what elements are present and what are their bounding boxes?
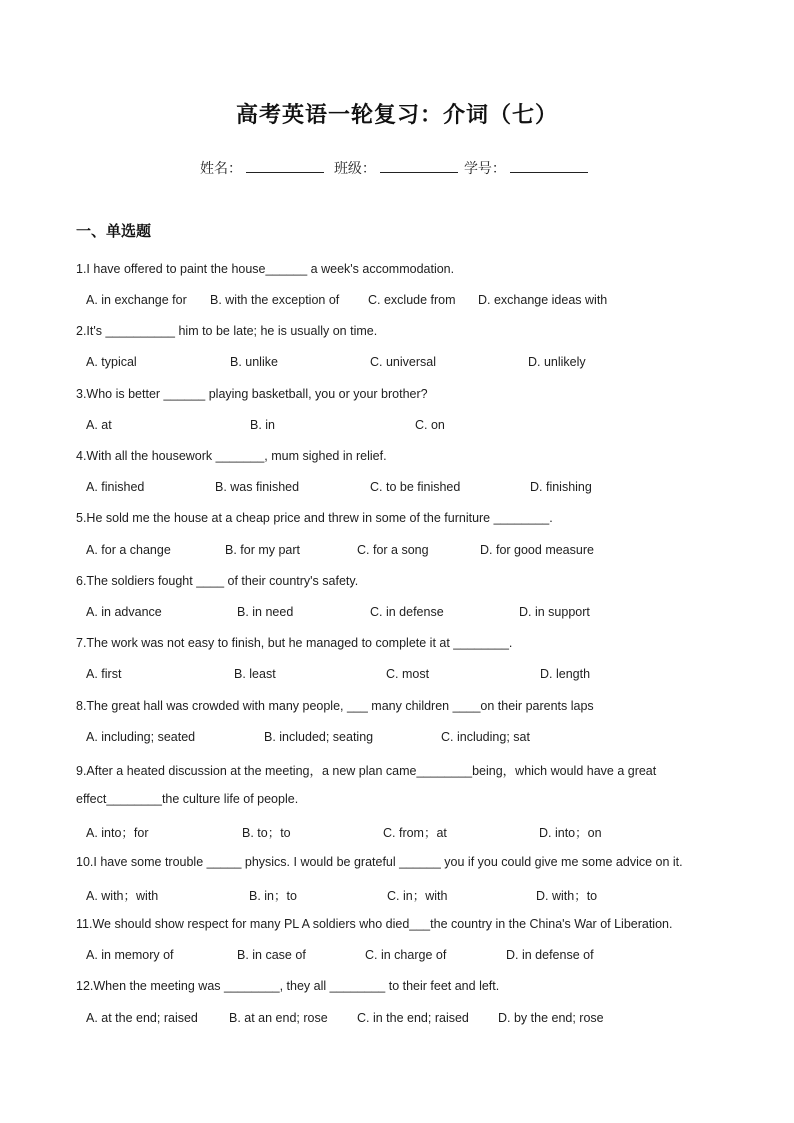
option-b: B. least bbox=[234, 667, 276, 681]
option-d: D. length bbox=[540, 667, 591, 681]
option-a: A. at bbox=[86, 418, 112, 432]
question-options bbox=[86, 605, 726, 621]
option-d: D. into；on bbox=[539, 826, 602, 840]
option-c: C. most bbox=[386, 667, 430, 681]
question-stem: 2.It's __________ him to be late; he is usually on time. bbox=[76, 324, 378, 338]
option-a: A. for a change bbox=[86, 543, 171, 557]
class-blank bbox=[380, 160, 458, 173]
name-blank bbox=[246, 160, 324, 173]
option-a: A. at the end; raised bbox=[86, 1011, 198, 1025]
page-title: 高考英语一轮复习：介词（七） bbox=[235, 102, 558, 128]
option-c: C. in defense bbox=[370, 605, 444, 619]
option-b: B. unlike bbox=[230, 355, 278, 369]
option-c: C. in；with bbox=[387, 889, 448, 903]
option-a: A. typical bbox=[86, 355, 137, 369]
option-d: D. in defense of bbox=[506, 948, 594, 962]
id-blank bbox=[510, 160, 588, 173]
class-label: 班级： bbox=[333, 160, 376, 176]
option-b: B. in need bbox=[237, 605, 294, 619]
option-a: A. in memory of bbox=[86, 948, 174, 962]
student-info-line bbox=[0, 158, 794, 178]
option-c: C. including; sat bbox=[441, 730, 530, 744]
option-d: D. by the end; rose bbox=[498, 1011, 604, 1025]
question-stem-continued: effect________the culture life of people. bbox=[76, 792, 299, 806]
option-d: D. finishing bbox=[530, 480, 592, 494]
option-b: B. for my part bbox=[225, 543, 301, 557]
option-c: C. to be finished bbox=[370, 480, 461, 494]
question-options bbox=[86, 823, 726, 839]
question-options bbox=[86, 418, 726, 434]
question-stem: 9.After a heated discussion at the meeting，a new plan came________being，which would have a great bbox=[76, 764, 657, 778]
question-options bbox=[86, 667, 726, 683]
option-c: C. for a song bbox=[357, 543, 429, 557]
question-stem: 3.Who is better ______ playing basketball, you or your brother? bbox=[76, 387, 428, 401]
question-stem: 10.I have some trouble _____ physics. I would be grateful ______ you if you could give me some advice on it. bbox=[76, 855, 683, 869]
option-a: A. finished bbox=[86, 480, 145, 494]
option-c: C. in the end; raised bbox=[357, 1011, 469, 1025]
question-options bbox=[86, 948, 726, 964]
option-b: B. with the exception of bbox=[210, 293, 340, 307]
id-label: 学号： bbox=[463, 160, 506, 176]
option-c: C. in charge of bbox=[365, 948, 447, 962]
question-options bbox=[86, 543, 726, 559]
question-stem: 5.He sold me the house at a cheap price and threw in some of the furniture ________. bbox=[76, 511, 553, 525]
question-stem: 11.We should show respect for many PL A soldiers who died___the country in the China's War of Liberation. bbox=[76, 917, 673, 931]
question-stem: 4.With all the housework _______, mum sighed in relief. bbox=[76, 449, 387, 463]
option-d: D. exchange ideas with bbox=[478, 293, 608, 307]
option-b: B. included; seating bbox=[264, 730, 374, 744]
option-c: C. from；at bbox=[383, 826, 447, 840]
section-heading: 一、单选题 bbox=[76, 223, 152, 240]
option-a: A. with；with bbox=[86, 889, 159, 903]
option-d: D. with；to bbox=[536, 889, 598, 903]
option-b: B. was finished bbox=[215, 480, 300, 494]
option-a: A. first bbox=[86, 667, 122, 681]
question-options bbox=[86, 293, 726, 309]
option-a: A. in advance bbox=[86, 605, 162, 619]
name-label: 姓名： bbox=[200, 160, 243, 176]
option-b: B. at an end; rose bbox=[229, 1011, 328, 1025]
option-c: C. on bbox=[415, 418, 445, 432]
option-d: D. unlikely bbox=[528, 355, 586, 369]
question-options bbox=[86, 1011, 726, 1027]
option-d: D. for good measure bbox=[480, 543, 594, 557]
option-b: B. in；to bbox=[249, 889, 297, 903]
option-b: B. to；to bbox=[242, 826, 291, 840]
question-options bbox=[86, 480, 726, 496]
question-stem: 7.The work was not easy to finish, but he managed to complete it at ________. bbox=[76, 636, 513, 650]
option-b: B. in bbox=[250, 418, 276, 432]
option-a: A. including; seated bbox=[86, 730, 196, 744]
question-stem: 8.The great hall was crowded with many people, ___ many children ____on their parents laps bbox=[76, 699, 594, 713]
option-a: A. into；for bbox=[86, 826, 149, 840]
question-stem: 6.The soldiers fought ____ of their country's safety. bbox=[76, 574, 359, 588]
option-b: B. in case of bbox=[237, 948, 306, 962]
option-c: C. exclude from bbox=[368, 293, 456, 307]
question-options bbox=[86, 355, 726, 371]
option-a: A. in exchange for bbox=[86, 293, 187, 307]
option-c: C. universal bbox=[370, 355, 436, 369]
question-stem: 1.I have offered to paint the house______ a week's accommodation. bbox=[76, 262, 455, 276]
question-options bbox=[86, 886, 726, 902]
option-d: D. in support bbox=[519, 605, 590, 619]
question-options bbox=[86, 730, 726, 746]
question-stem: 12.When the meeting was ________, they all ________ to their feet and left. bbox=[76, 979, 500, 993]
